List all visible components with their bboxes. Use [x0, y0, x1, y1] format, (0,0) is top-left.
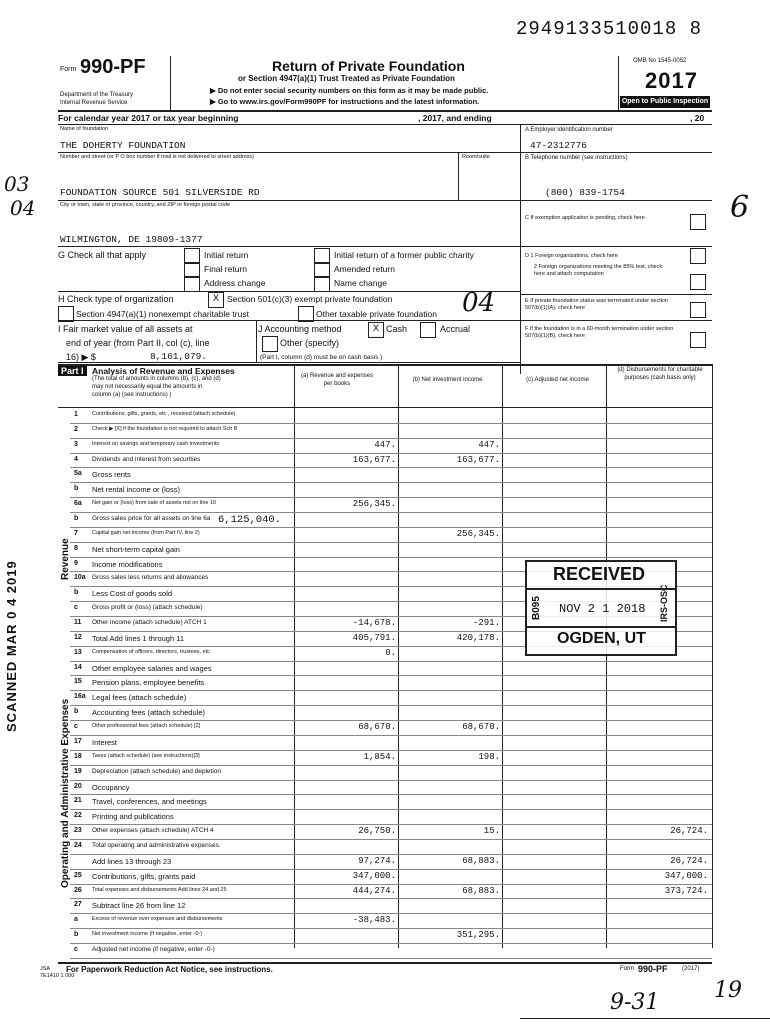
row-number: 16a [74, 693, 86, 701]
row-label: Legal fees (attach schedule) [92, 693, 187, 703]
row-number: 1 [74, 411, 78, 418]
row-label: Gross sales price for all assets on line 6a [92, 515, 211, 523]
row-value-col-d: 347,000. [664, 870, 708, 881]
form-instruction-2: ▶ Go to www.irs.gov/Form990PF for instructions and the latest information. [210, 97, 480, 106]
j-other-checkbox[interactable] [262, 336, 278, 352]
form-instruction-1: ▶ Do not enter social security numbers on this form as it may be made public. [210, 86, 489, 95]
handwritten-04: 04 [10, 196, 36, 220]
h-label: H Check type of organization [58, 294, 174, 304]
row-value-col-a: 163,677. [352, 454, 396, 465]
h-other-taxable: Other taxable private foundation [316, 309, 437, 319]
line-f-checkbox[interactable] [690, 332, 706, 348]
row-label: Compensation of officers, directors, trustees, etc [92, 648, 210, 655]
line-e-checkbox[interactable] [690, 302, 706, 318]
city-label: City or town, state or province, country, and ZIP or foreign postal code [60, 202, 231, 208]
line-d2-checkbox[interactable] [690, 274, 706, 290]
row-label: Gross rents [92, 470, 131, 480]
row-label: Net rental income or (loss) [92, 485, 180, 495]
row-label: Occupancy [92, 782, 130, 792]
row-value-col-b: 15. [483, 826, 500, 837]
employer-id-number: 47-2312776 [530, 140, 588, 151]
row-value-col-b: 68,883. [462, 885, 500, 896]
received-stamp-date: NOV 2 1 2018 [559, 602, 646, 616]
row-label: Capital gain net income (from Part IV, line 2) [92, 529, 200, 536]
g-address-change: Address change [204, 278, 266, 288]
row-number: b [74, 931, 79, 939]
city-state-zip: WILMINGTON, DE 19809-1377 [60, 234, 203, 245]
i-label-3: 16) ▶ $ [66, 352, 96, 362]
part-i-tag: Part I [58, 366, 87, 376]
i-label-2: end of year (from Part II, col (c), line [66, 338, 210, 348]
row-value-col-a: 347,000. [352, 870, 396, 881]
row-number: 6a [74, 500, 82, 508]
g-label: G Check all that apply [58, 250, 147, 260]
row-value-col-b: 256,345. [456, 528, 500, 539]
street-address: FOUNDATION SOURCE 501 SILVERSIDE RD [60, 187, 260, 198]
row-number: 27 [74, 901, 82, 909]
open-to-public-badge: Open to Public Inspection [620, 96, 710, 108]
row-number: a [74, 916, 78, 924]
row-number: 14 [74, 663, 82, 671]
row-number: 18 [74, 752, 82, 760]
line-f-label: F If the foundation is in a 60-month termination under section 507(b)(1)(B), check here [525, 326, 674, 339]
row-number: c [74, 723, 78, 731]
row-value-col-d: 26,724. [670, 855, 708, 866]
g-initial-former: Initial return of a former public charity [334, 250, 474, 260]
row-value-col-a: 26,750. [358, 826, 396, 837]
calendar-year-end: , 20 [690, 113, 705, 123]
row-number: c [74, 945, 78, 953]
h-nonexempt: Section 4947(a)(1) nonexempt charitable trust [76, 309, 249, 319]
row-number: 13 [74, 648, 82, 656]
j-cash: Cash [386, 324, 408, 334]
row-label: Excess of revenue over expenses and disbursements [92, 916, 223, 923]
row-label: Other expenses (attach schedule) ATCH 4 [92, 827, 214, 835]
row-number: 4 [74, 455, 78, 463]
line-c-label: C If exemption application is pending, check here [525, 215, 645, 221]
row-label: Other income (attach schedule) ATCH 1 [92, 619, 207, 627]
j-note: (Part I, column (d) must be on cash basis ) [260, 354, 383, 361]
row-label: Travel, conferences, and meetings [92, 797, 207, 807]
column-c-header: (c) Adjusted net income [526, 377, 589, 383]
g-final-return: Final return [204, 264, 247, 274]
row-number: 15 [74, 678, 82, 686]
row-number: 21 [74, 797, 82, 805]
row-label: Less Cost of goods sold [92, 589, 173, 599]
handwritten-19: 19 [714, 978, 742, 1003]
received-stamp-right: IRS-OSC [659, 584, 669, 622]
row-label: Net gain or (loss) from sale of assets not on line 10 [92, 500, 217, 507]
scanned-stamp: SCANNED MAR 0 4 2019 [4, 560, 19, 732]
row-label: Interest [92, 737, 118, 747]
row-value-col-a: -14,678. [352, 618, 396, 629]
foundation-name: THE DOHERTY FOUNDATION [60, 140, 186, 151]
received-stamp-city: OGDEN, UT [557, 630, 646, 647]
row-value-col-d: 26,724. [670, 826, 708, 837]
column-a-header: (a) Revenue and expenses per books [300, 373, 374, 387]
row-label: Check ▶ [X] if the foundation is not required to attach Sch B [92, 425, 238, 432]
row-value-col-a: 97,274. [358, 855, 396, 866]
row-label: Taxes (attach schedule) (see instructions)[3] [92, 752, 200, 759]
row-number: b [74, 515, 79, 523]
h-501c3-checkbox[interactable]: X [208, 292, 224, 308]
row-number: 9 [74, 559, 78, 567]
row-label: Contributions, gifts, grants paid [92, 871, 196, 881]
footer-paperwork-notice: For Paperwork Reduction Act Notice, see instructions. [66, 965, 273, 974]
row-label: Other professional fees (attach schedule) [2] [92, 723, 201, 730]
line-d1-label: D 1 Foreign organizations, check here [525, 253, 618, 259]
j-accrual: Accrual [440, 324, 471, 334]
row-label: Total operating and administrative expenses. [92, 841, 221, 849]
j-label: J Accounting method [258, 324, 342, 334]
row-value-col-a: 0. [385, 647, 396, 658]
h-501c3: Section 501(c)(3) exempt private foundation [227, 294, 393, 304]
g-name-change-checkbox[interactable] [314, 276, 330, 292]
row-label: Net investment income (if negative, enter -0-) [92, 931, 203, 938]
row-label: Pension plans, employee benefits [92, 678, 205, 688]
received-stamp [525, 560, 677, 656]
row-label: Depreciation (attach schedule) and depletion [92, 767, 222, 775]
row-number: 7 [74, 529, 78, 537]
row-value-col-a: 405,791. [352, 632, 396, 643]
row-number: 17 [74, 737, 82, 745]
row-label: Subtract line 26 from line 12 [92, 901, 186, 911]
row-value-col-b: 447. [478, 439, 500, 450]
row-number: 25 [74, 871, 82, 879]
row-value-col-b: 351,295. [456, 930, 500, 941]
omb-number: OMB No 1545-0052 [633, 58, 687, 64]
row-value-col-d: 373,724. [664, 885, 708, 896]
telephone-number: (800) 839-1754 [545, 187, 625, 198]
row-value-col-b: 163,677. [456, 454, 500, 465]
row-label: Gross sales less returns and allowances [92, 574, 209, 582]
row-number: b [74, 589, 79, 597]
calendar-year-label: For calendar year 2017 or tax year beginning [58, 113, 239, 123]
row-number: 22 [74, 812, 82, 820]
handwritten-04b: 04 [462, 288, 496, 318]
row-number: 26 [74, 886, 82, 894]
row-label: Interest on savings and temporary cash investments [92, 440, 220, 447]
line-e-label: E If private foundation status was terminated under section 507(b)(1)(A), check here [525, 298, 669, 311]
j-accrual-checkbox[interactable] [420, 322, 436, 338]
i-label-1: I Fair market value of all assets at [58, 324, 193, 334]
row-label: Contributions, gifts, grants, etc , received (attach schedule) [92, 411, 236, 417]
row-number: b [74, 708, 79, 716]
row-number: 23 [74, 827, 82, 835]
row-number: 8 [74, 544, 78, 552]
street-label: Number and street (or P O box number if mail is not delivered to street address) [60, 154, 255, 160]
calendar-year-mid: , 2017, and ending [418, 113, 492, 123]
row-value-col-b: 68,670. [462, 722, 500, 733]
row-value-col-a: 447. [374, 439, 396, 450]
row-value-col-a: 256,345. [352, 499, 396, 510]
g-address-change-checkbox[interactable] [184, 276, 200, 292]
row-label: Net short-term capital gain [92, 544, 180, 554]
part-i-title: Analysis of Revenue and Expenses [92, 366, 235, 376]
row-value-col-a: 444,274. [352, 885, 396, 896]
part-i-desc-1: (The total of amounts in columns (b), (c), and (d) [92, 376, 221, 382]
row-number: b [74, 485, 79, 493]
form-title: Return of Private Foundation [272, 58, 465, 74]
line-c-checkbox[interactable] [690, 214, 706, 230]
footer-form-number: 990-PF [638, 964, 668, 974]
j-cash-checkbox[interactable]: X [368, 322, 384, 338]
room-suite-label: Room/suite [462, 154, 490, 160]
row-label: Adjusted net income (if negative, enter -0-) [92, 945, 215, 953]
revenue-side-label: Revenue [60, 538, 71, 580]
expenses-side-label: Operating and Administrative Expenses [60, 698, 71, 888]
handwritten-6: 6 [730, 190, 750, 225]
column-d-header: (d) Disbursements for charitable purposes (cash basis only) [617, 367, 703, 381]
handwritten-931: 9-31 [610, 990, 660, 1015]
row-label: Gross profit or (loss) (attach schedule) [92, 604, 203, 612]
name-label: Name of foundation [60, 126, 109, 132]
handwritten-03: 03 [4, 172, 30, 196]
form-word: Form [60, 66, 77, 73]
row-label: Income modifications [92, 559, 163, 569]
row-value-col-a: 1,854. [363, 751, 396, 762]
part-i-desc-2: may not necessarily equal the amounts in [92, 384, 203, 390]
form-number: 990-PF [80, 56, 146, 78]
row-number: 11 [74, 619, 82, 627]
row-label: Printing and publications [92, 812, 174, 822]
tax-year: 2017 [645, 68, 698, 93]
row-number: 20 [74, 782, 82, 790]
footer-form-word: Form [620, 966, 634, 972]
line-d1-checkbox[interactable] [690, 248, 706, 264]
row-label: Accounting fees (attach schedule) [92, 708, 205, 718]
g-initial-return: Initial return [204, 250, 249, 260]
row-number: 2 [74, 425, 78, 433]
fair-market-value: 8,161,079. [150, 351, 208, 362]
row-number: 12 [74, 633, 82, 641]
row-value-col-a: -38,483. [352, 915, 396, 926]
row-label: Total expenses and disbursements Add lines 24 and 25 [92, 886, 227, 893]
row-label: Dividends and interest from securities [92, 455, 201, 463]
received-stamp-title: RECEIVED [553, 564, 646, 584]
row-number: 24 [74, 841, 82, 849]
row-label: Other employee salaries and wages [92, 663, 212, 673]
part-i-desc-3: column (a) (see instructions) ) [92, 392, 172, 398]
row-number: c [74, 604, 78, 612]
document-locator-number: 2949133510018 8 [516, 18, 703, 40]
row-number: 10a [74, 574, 86, 582]
line-d2-label: 2 Foreign organizations meeting the 85% test, check here and attach computation [534, 264, 663, 277]
gross-sales-amount: 6,125,040. [218, 514, 282, 526]
row-value-col-b: -291. [472, 618, 500, 629]
row-label: Total Add lines 1 through 11 [92, 633, 185, 643]
column-b-header: (b) Net investment income [412, 377, 483, 383]
ein-label: A Employer identification number [525, 127, 613, 133]
department-label: Department of the Treasury [60, 92, 134, 98]
row-number: 19 [74, 767, 82, 775]
footer-code: JSA 7E1410 1 000 [40, 966, 75, 979]
row-label: Add lines 13 through 23 [92, 856, 172, 866]
j-other: Other (specify) [280, 338, 340, 348]
phone-label: B Telephone number (see instructions) [525, 155, 628, 161]
row-number: 5a [74, 470, 82, 478]
g-name-change: Name change [334, 278, 387, 288]
irs-label: Internal Revenue Service [60, 100, 128, 106]
form-subtitle: or Section 4947(a)(1) Trust Treated as Private Foundation [238, 74, 455, 83]
received-stamp-left: B095 [531, 596, 542, 620]
row-value-col-a: 68,670. [358, 722, 396, 733]
footer-form-year: (2017) [682, 966, 700, 972]
row-value-col-b: 420,178. [456, 632, 500, 643]
row-number: 3 [74, 440, 78, 448]
row-value-col-b: 68,883. [462, 855, 500, 866]
row-value-col-b: 198. [478, 751, 500, 762]
g-amended-return: Amended return [334, 264, 395, 274]
